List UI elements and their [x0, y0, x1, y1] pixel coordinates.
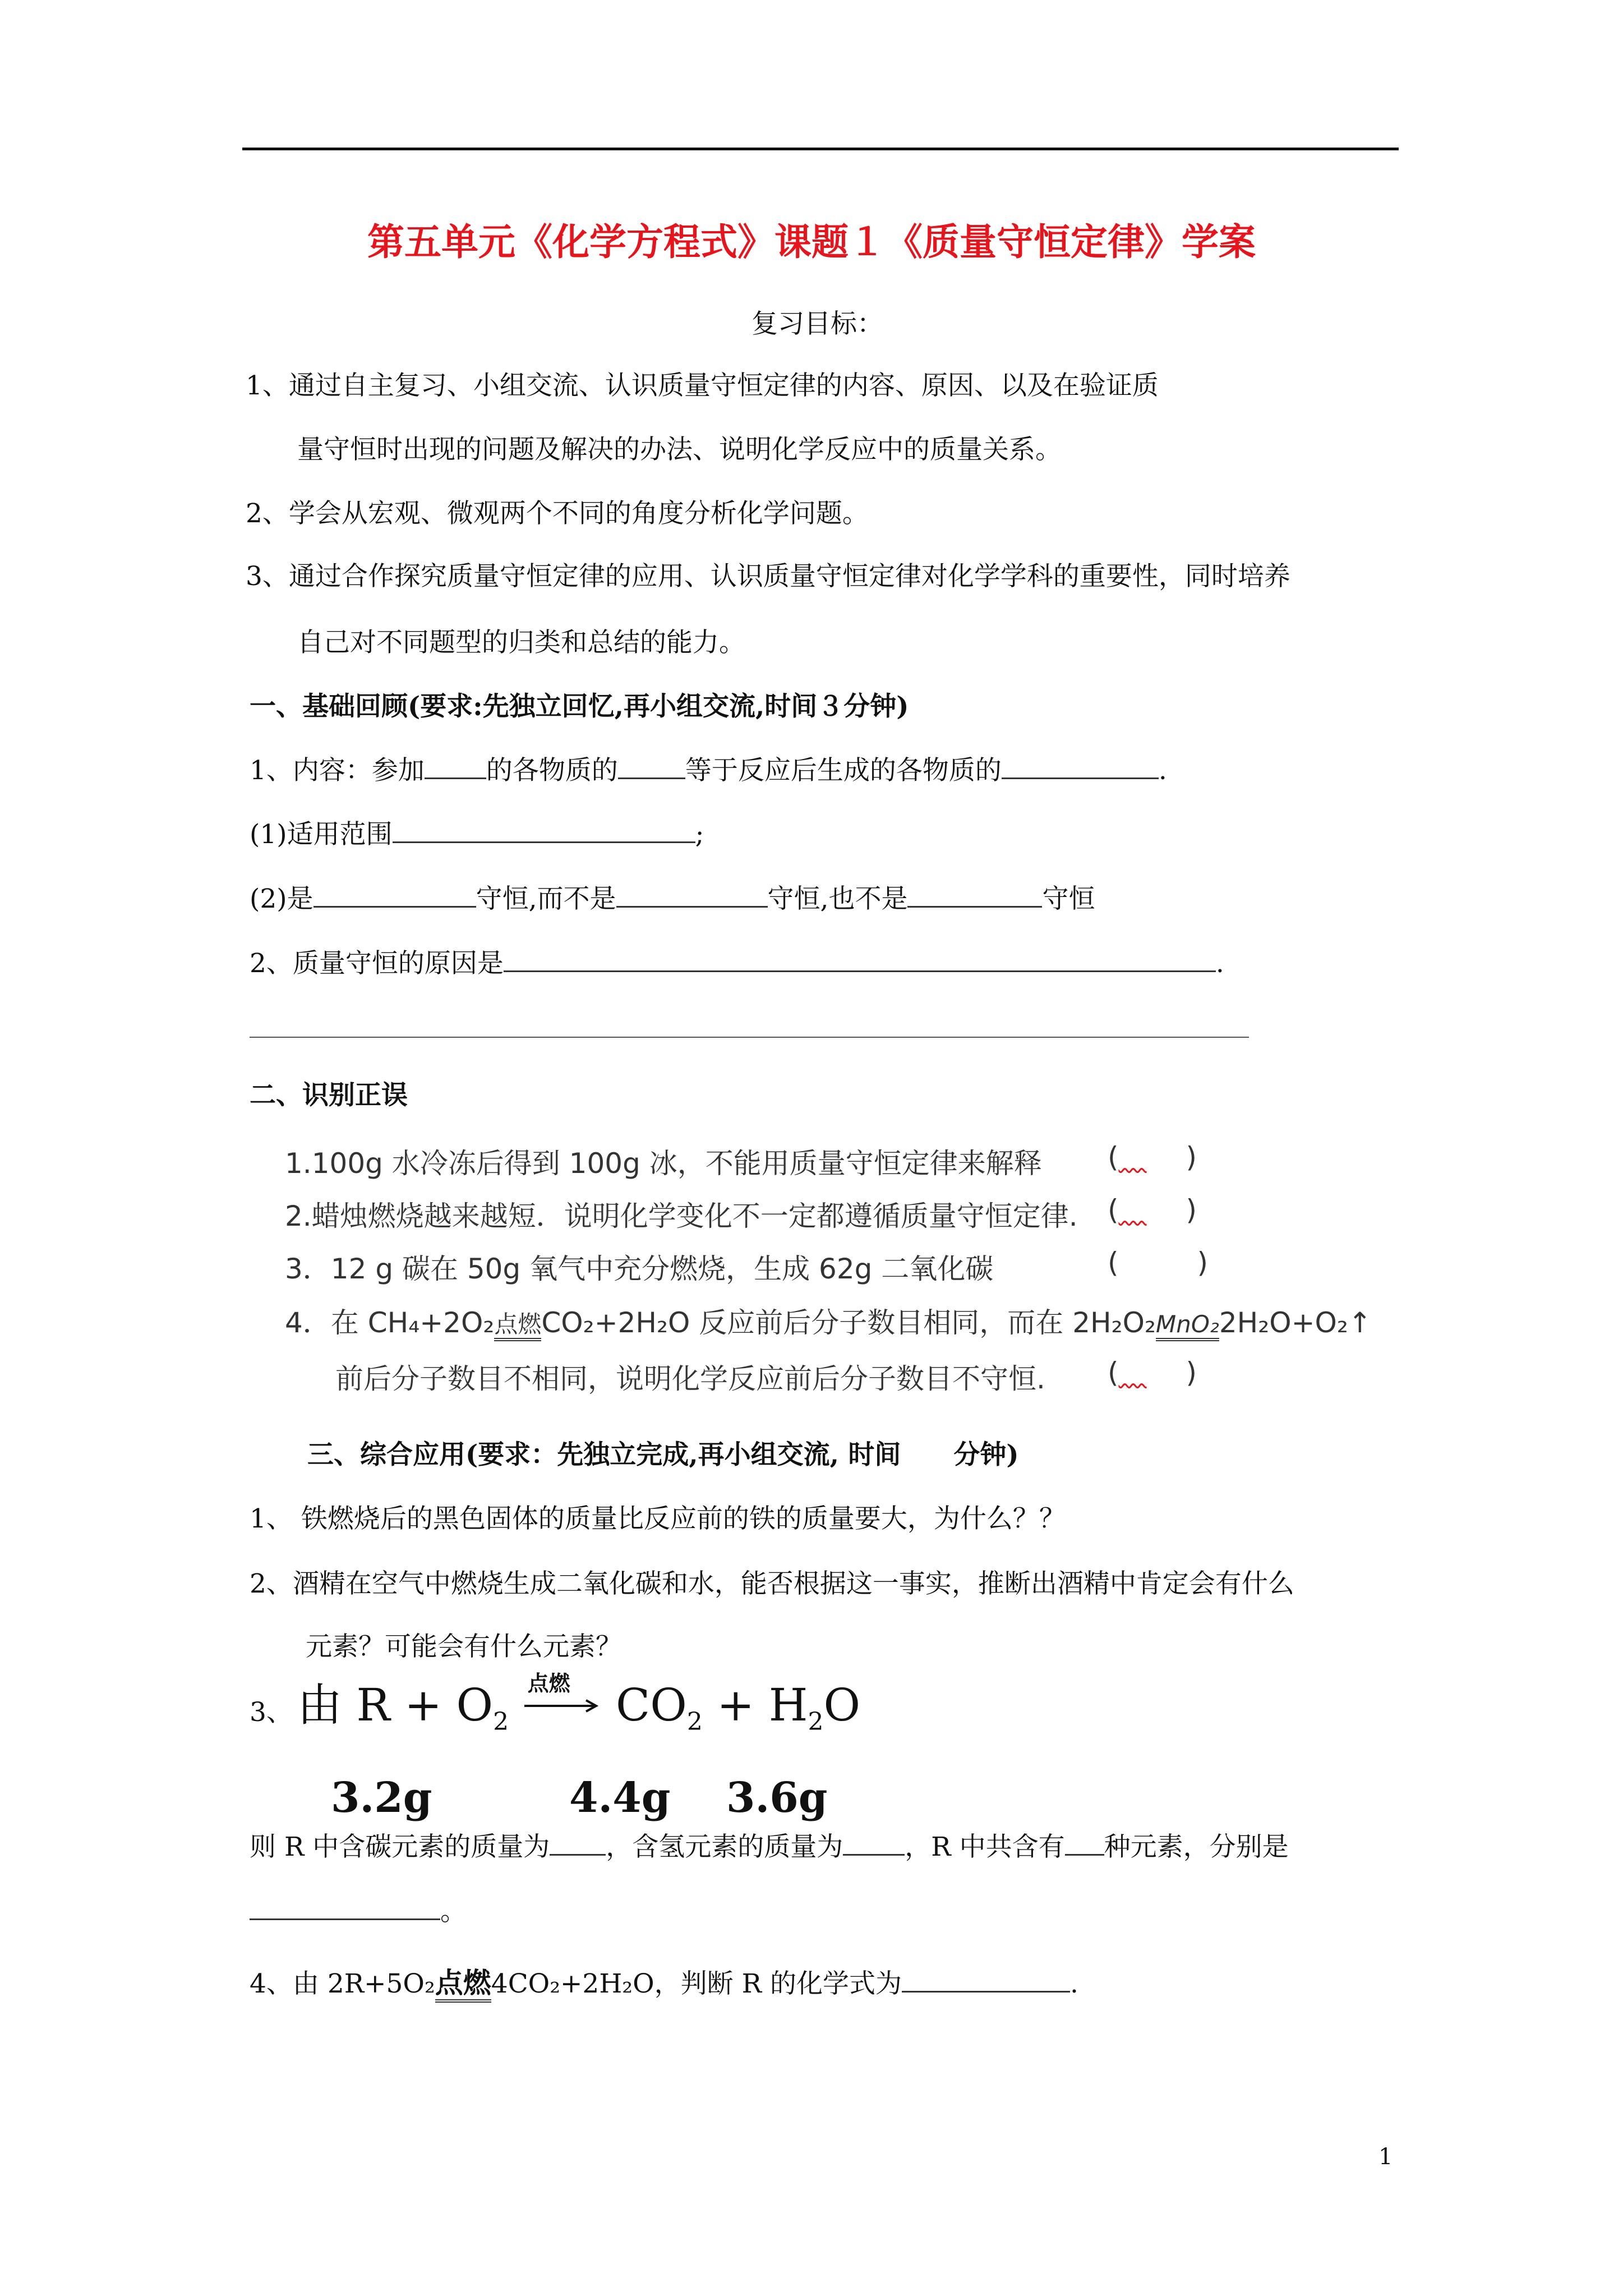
scope-label: (1)适用范围 [250, 819, 393, 850]
eq-part-b: CO [616, 1679, 687, 1731]
q3-text-c: ，R 中共含有 [905, 1832, 1065, 1862]
eq-part-a: 由 R + O [297, 1679, 494, 1731]
type-text-a: (2)是 [250, 884, 313, 914]
blank [393, 819, 695, 843]
blank [550, 1832, 606, 1856]
judge-item-2: 2.蜡烛燃烧越来越短．说明化学变化不一定都遵循质量守恒定律. [285, 1200, 1078, 1232]
app-question-3-answer-line [250, 1890, 467, 1928]
mass-co2: 4.4g [569, 1774, 671, 1822]
paren-close: ) [1197, 1246, 1209, 1279]
paren-open: ( [1108, 1194, 1119, 1226]
answer-paren-4[interactable] [1108, 1356, 1197, 1389]
blank [843, 1832, 905, 1856]
item4-condition-ignite: 点燃 [494, 1310, 541, 1341]
answer-paren-2[interactable] [1108, 1194, 1197, 1226]
type-text-c: 守恒,也不是 [767, 884, 908, 914]
eq-part-d: O [823, 1679, 861, 1731]
q4-text-b: 4CO₂+2H₂O，判断 R 的化学式为 [491, 1968, 902, 1999]
goal-3-line-2: 自己对不同题型的归类和总结的能力。 [297, 627, 745, 658]
answer-paren-1[interactable] [1108, 1141, 1197, 1174]
judge-item-1: 1.100g 水冷冻后得到 100g 冰，不能用质量守恒定律来解释 [285, 1147, 1042, 1180]
blank [907, 884, 1042, 908]
app-question-3-text [250, 1826, 1289, 1864]
blank [616, 884, 768, 908]
answer-line [250, 1037, 1249, 1038]
mass-r: 3.2g [331, 1774, 432, 1822]
app-question-2-line-1: 2、酒精在空气中燃烧生成二氧化碳和水，能否根据这一事实，推断出酒精中肯定会有什么 [250, 1568, 1294, 1599]
reason-label: 2、质量守恒的原因是 [250, 948, 504, 979]
eq-sub-co2: 2 [686, 1708, 703, 1736]
app-question-2-line-2: 元素？可能会有什么元素？ [306, 1631, 622, 1662]
app-question-1: 1、 铁燃烧后的黑色固体的质量比反应前的铁的质量要大，为什么？？ [250, 1503, 1066, 1534]
answer-paren-3[interactable] [1108, 1246, 1208, 1279]
paren-close: ) [1186, 1356, 1197, 1389]
q3-text-end: 。 [440, 1896, 467, 1927]
section-2-heading: 二、识别正误 [250, 1080, 408, 1111]
judge-item-3: 3．12 g 碳在 50g 氧气中充分燃烧，生成 62g 二氧化碳 [285, 1253, 994, 1285]
arrow-icon [523, 1697, 602, 1714]
paren-open: ( [1108, 1356, 1119, 1389]
document-title: 第五单元《化学方程式》课题１《质量守恒定律》学案 [367, 220, 1256, 264]
goal-1-line-1: 1、通过自主复习、小组交流、认识质量守恒定律的内容、原因、以及在验证质 [246, 370, 1159, 401]
q3-text-b: ，含氢元素的质量为 [606, 1832, 843, 1862]
goal-2: 2、学会从宏观、微观两个不同的角度分析化学问题。 [246, 498, 869, 529]
arrow-condition: 点燃 [527, 1671, 570, 1696]
blank [313, 884, 476, 908]
q4-text-a: 4、由 2R+5O₂ [250, 1968, 435, 1999]
blank [250, 1896, 440, 1920]
fill-in-reason [250, 942, 1224, 980]
goal-3-line-1: 3、通过合作探究质量守恒定律的应用、认识质量守恒定律对化学学科的重要性，同时培养 [246, 561, 1290, 592]
type-text-b: 守恒,而不是 [476, 884, 616, 914]
q3-text-a: 则 R 中含碳元素的质量为 [250, 1832, 550, 1862]
eq-sub-o2: 2 [493, 1708, 509, 1736]
q3-text-d: 种元素，分别是 [1104, 1832, 1289, 1862]
judge-item-4-line-2: 前后分子数目不相同，说明化学反应前后分子数目不守恒. [335, 1363, 1045, 1395]
reaction-arrow [523, 1671, 602, 1726]
q1-text-c: 等于反应后生成的各物质的 [685, 755, 1002, 786]
item4-text-b: CO₂+2H₂O 反应前后分子数目相同，而在 2H₂O₂ [541, 1306, 1156, 1339]
item4-condition-catalyst: MnO₂ [1156, 1310, 1219, 1341]
q1-text-a: 1、内容：参加 [250, 755, 425, 786]
paren-open: ( [1108, 1246, 1119, 1279]
blank [1002, 755, 1159, 779]
item4-text-a: 4．在 CH₄+2O₂ [285, 1306, 495, 1339]
blank [902, 1968, 1070, 1993]
section-1-heading: 一、基础回顾(要求:先独立回忆,再小组交流,时间３分钟) [250, 691, 909, 722]
fill-in-conservation-type [250, 878, 1095, 915]
fill-in-scope [250, 813, 704, 851]
blank [618, 755, 685, 779]
q4-condition-ignite: 点燃 [435, 1966, 491, 2003]
item4-text-c: 2H₂O+O₂↑ [1219, 1306, 1372, 1339]
section-3-heading: 三、综合应用(要求：先独立完成,再小组交流, 时间 分钟) [307, 1439, 1019, 1470]
app-question-3-number: 3、 [250, 1697, 293, 1728]
reason-end: . [1215, 948, 1224, 979]
blank [504, 948, 1216, 972]
app-question-4 [250, 1961, 1078, 2001]
reaction-equation [297, 1669, 860, 1736]
paren-open: ( [1108, 1141, 1119, 1174]
paren-close: ) [1186, 1194, 1197, 1226]
blank [1065, 1832, 1104, 1856]
scope-end: ; [695, 819, 704, 850]
fill-in-content [250, 749, 1167, 787]
header-rule [242, 148, 1399, 150]
eq-part-c: + H [702, 1679, 808, 1731]
q1-text-b: 的各物质的 [486, 755, 618, 786]
q4-text-c: . [1069, 1968, 1078, 1999]
review-heading: 复习目标： [751, 309, 883, 339]
judge-item-4-line-1 [285, 1300, 1372, 1341]
eq-sub-h2: 2 [808, 1708, 824, 1736]
q1-text-d: . [1158, 755, 1167, 786]
page-number: 1 [1378, 2144, 1393, 2170]
goal-1-line-2: 量守恒时出现的问题及解决的办法、说明化学反应中的质量关系。 [297, 434, 1062, 465]
blank [425, 755, 486, 779]
type-text-d: 守恒 [1042, 884, 1095, 914]
paren-close: ) [1186, 1141, 1197, 1174]
mass-h2o: 3.6g [726, 1774, 828, 1822]
